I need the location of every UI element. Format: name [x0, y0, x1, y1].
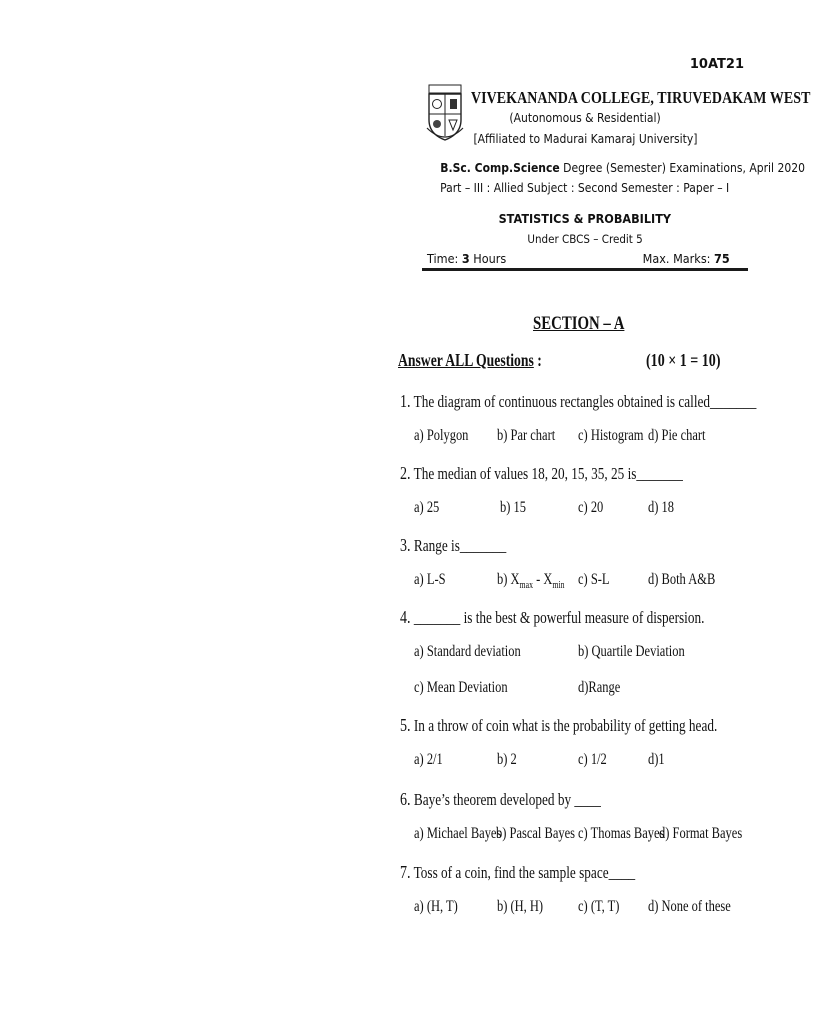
question-paper-code: 10AT21	[689, 57, 744, 72]
question-2-option-c: c) 20	[578, 499, 604, 516]
question-3: 3. Range is_______	[400, 535, 507, 555]
question-5-option-a: a) 2/1	[414, 751, 443, 768]
question-4-option-c: c) Mean Deviation	[414, 679, 508, 696]
question-1: 1. The diagram of continuous rectangles obtained is called_______	[400, 391, 757, 411]
question-7-option-c: c) (T, T)	[578, 898, 620, 915]
header-divider	[422, 268, 748, 271]
question-4: 4. _______ is the best & powerful measure of dispersion.	[400, 607, 705, 627]
question-7-option-b: b) (H, H)	[497, 898, 544, 915]
question-5: 5. In a throw of coin what is the probability of getting head.	[400, 715, 718, 735]
question-3-option-b: b) $X_{max} - X_{min}$	[497, 571, 565, 592]
question-7-option-d: d) None of these	[648, 898, 731, 915]
exam-max-marks: Max. Marks: 75	[642, 251, 730, 266]
question-7-option-a: a) (H, T)	[414, 898, 458, 915]
question-3-option-c: c) S-L	[578, 571, 610, 588]
question-3-option-d: d) Both A&B	[648, 571, 716, 588]
question-1-option-d: d) Pie chart	[648, 427, 706, 444]
exam-scheme: Under CBCS – Credit 5	[527, 232, 643, 246]
question-6: 6. Baye’s theorem developed by ____	[400, 789, 601, 809]
section-title: SECTION – A	[533, 313, 625, 334]
question-2-option-a: a) 25	[414, 499, 440, 516]
question-1-option-a: a) Polygon	[414, 427, 469, 444]
college-name: VIVEKANANDA COLLEGE, TIRUVEDAKAM WEST	[471, 88, 811, 107]
question-7: 7. Toss of a coin, find the sample space____	[400, 862, 636, 882]
question-2-option-b: b) 15	[500, 499, 526, 516]
exam-part: Part – III : Allied Subject : Second Semester : Paper – I	[440, 181, 730, 195]
question-4-option-d: d)Range	[578, 679, 621, 696]
question-5-option-d: d)1	[648, 751, 665, 768]
question-3-option-a: a) L-S	[414, 571, 446, 588]
question-5-option-c: c) 1/2	[578, 751, 607, 768]
exam-subject: STATISTICS & PROBABILITY	[498, 211, 672, 226]
question-2: 2. The median of values 18, 20, 15, 35, 25 is_______	[400, 463, 683, 483]
question-1-option-c: c) Histogram	[578, 427, 644, 444]
college-status: (Autonomous & Residential)	[509, 111, 661, 125]
question-6-option-a: a) Michael Bayes	[414, 825, 502, 842]
question-6-option-c: c) Thomas Bayes	[578, 825, 665, 842]
exam-degree: B.Sc. Comp.Science Degree (Semester) Examinations, April 2020	[440, 161, 805, 175]
section-marks: (10 × 1 = 10)	[646, 350, 721, 370]
question-4-option-b: b) Quartile Deviation	[578, 643, 685, 660]
exam-time: Time: 3 Hours	[427, 251, 507, 266]
college-affiliation: [Affiliated to Madurai Kamaraj University]	[472, 132, 698, 146]
question-6-option-b: b) Pascal Bayes	[496, 825, 576, 842]
question-2-option-d: d) 18	[648, 499, 674, 516]
question-4-option-a: a) Standard deviation	[414, 643, 521, 660]
question-5-option-b: b) 2	[497, 751, 517, 768]
question-1-option-b: b) Par chart	[497, 427, 556, 444]
section-instruction: Answer ALL Questions :	[398, 350, 542, 370]
question-6-option-d: d) Format Bayes	[659, 825, 743, 842]
